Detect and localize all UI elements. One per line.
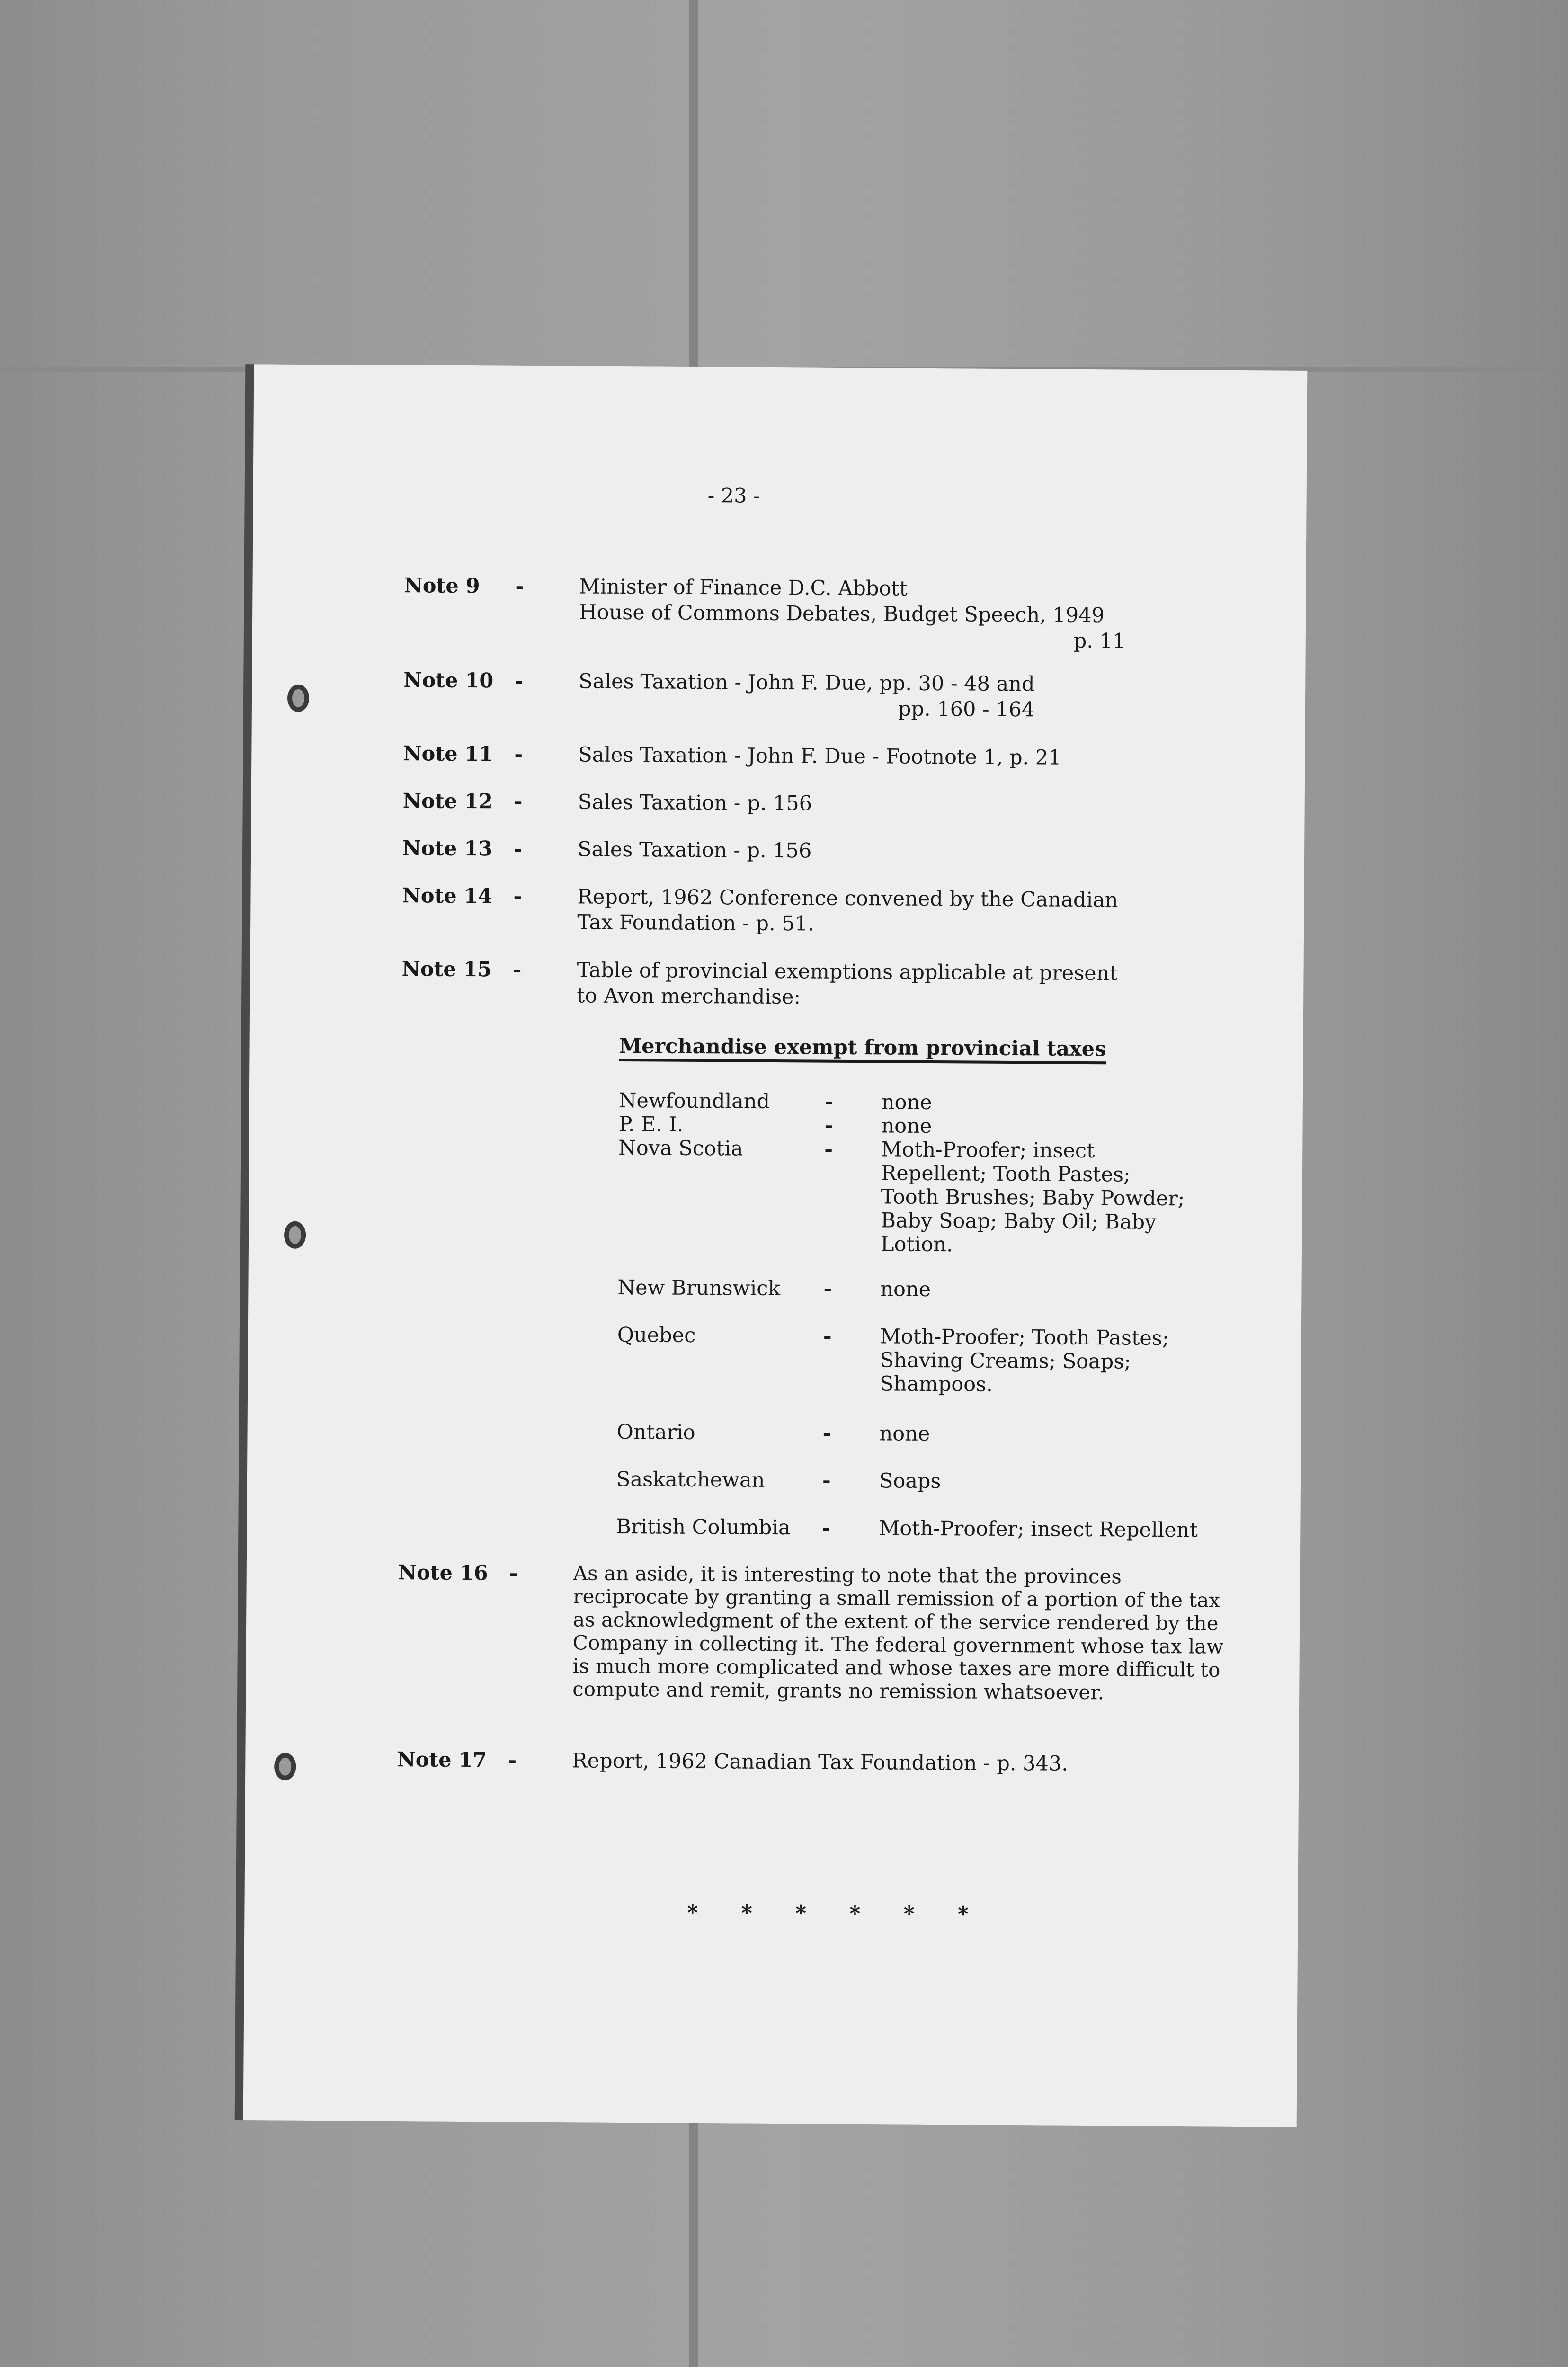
table-province: Ontario [616,1420,695,1444]
note-text-line: Report, 1962 Conference convened by the Canadian [577,885,1118,912]
note-text-line: Sales Taxation - John F. Due - Footnote 1, p. 21 [578,743,1061,770]
note-dash: - [515,669,524,693]
table-exemption: none [881,1090,932,1115]
note-dash: - [514,742,523,766]
note-dash: - [513,884,522,908]
table-exemption: none [880,1277,931,1302]
table-province: Quebec [617,1323,696,1347]
table-exemption: Shaving Creams; Soaps; [880,1348,1131,1374]
note-label: Note 9 [404,574,480,598]
note-label: Note 11 [403,742,493,766]
table-exemption: Lotion. [880,1232,953,1257]
page-number: - 23 - [707,484,760,508]
table-dash: - [824,1090,833,1114]
table-exemption: Repellent; Tooth Pastes; [881,1161,1131,1187]
table-heading: Merchandise exempt from provincial taxes [619,1034,1106,1061]
note-text-line: to Avon merchandise: [577,984,801,1009]
table-exemption: Moth-Proofer; insect [881,1138,1095,1163]
table-province: Saskatchewan [616,1467,765,1492]
note-label: Note 15 [401,957,492,982]
note-dash: - [514,790,523,814]
note-text-line: Tax Foundation - p. 51. [577,910,814,936]
note-page-ref: p. 11 [1073,629,1126,653]
table-dash: - [823,1324,832,1348]
table-exemption: Baby Soap; Baby Oil; Baby [881,1209,1157,1234]
end-marks: * * * * * * [687,1900,987,1927]
note-dash: - [513,837,523,861]
table-province: P. E. I. [618,1112,684,1137]
note-label: Note 17 [397,1748,487,1772]
table-province: New Brunswick [617,1275,781,1301]
note-text-line: Minister of Finance D.C. Abbott [579,575,908,601]
table-exemption: Tooth Brushes; Baby Powder; [881,1185,1185,1211]
note-label: Note 14 [402,884,492,908]
table-province: Newfoundland [618,1088,770,1113]
table-dash: - [824,1113,833,1138]
table-exemption: Moth-Proofer; insect Repellent [879,1516,1198,1542]
note-dash: - [509,1561,518,1585]
punch-hole-top [287,685,309,712]
table-exemption: none [879,1422,930,1446]
note-text-line: Sales Taxation - p. 156 [577,837,812,863]
punch-hole-bottom [274,1753,296,1780]
note-label: Note 10 [403,668,494,693]
table-exemption: none [881,1114,932,1139]
punch-hole-middle [284,1221,306,1249]
table-exemption: Shampoos. [880,1372,993,1397]
table-dash: - [824,1137,833,1161]
table-province: British Columbia [616,1514,791,1540]
note-dash: - [515,574,524,598]
note-dash: - [508,1748,517,1772]
table-exemption: Soaps [879,1469,941,1494]
document-page [243,364,1308,2127]
note-paragraph: As an aside, it is interesting to note that the provinces reciprocate by granting a small remission of a portion of the tax as acknowledgment of the extent of the service rendered by the Company in collecting it. The federal government whose tax law is much more complicated and whose taxes are more difficult to compute and remit, grants no remission whatsoever. [572,1561,1224,1704]
note-text-line: Table of provincial exemptions applicable at present [577,958,1118,986]
note-label: Note 13 [402,836,493,861]
note-text-line: Sales Taxation - p. 156 [578,790,812,816]
note-label: Note 16 [398,1561,488,1585]
table-dash: - [822,1516,831,1540]
note-text-line: Report, 1962 Canadian Tax Foundation - p. 343. [572,1749,1069,1776]
table-dash: - [823,1277,832,1301]
note-text-line: Sales Taxation - John F. Due, pp. 30 - 48 and [579,669,1035,696]
table-dash: - [822,1421,831,1445]
table-exemption: Moth-Proofer; Tooth Pastes; [880,1325,1169,1351]
note-text-continuation: pp. 160 - 164 [898,697,1035,722]
note-dash: - [513,958,522,982]
table-dash: - [822,1468,831,1493]
note-label: Note 12 [402,789,493,814]
table-province: Nova Scotia [618,1136,743,1161]
note-text-line: House of Commons Debates, Budget Speech, 1949 [579,600,1105,628]
